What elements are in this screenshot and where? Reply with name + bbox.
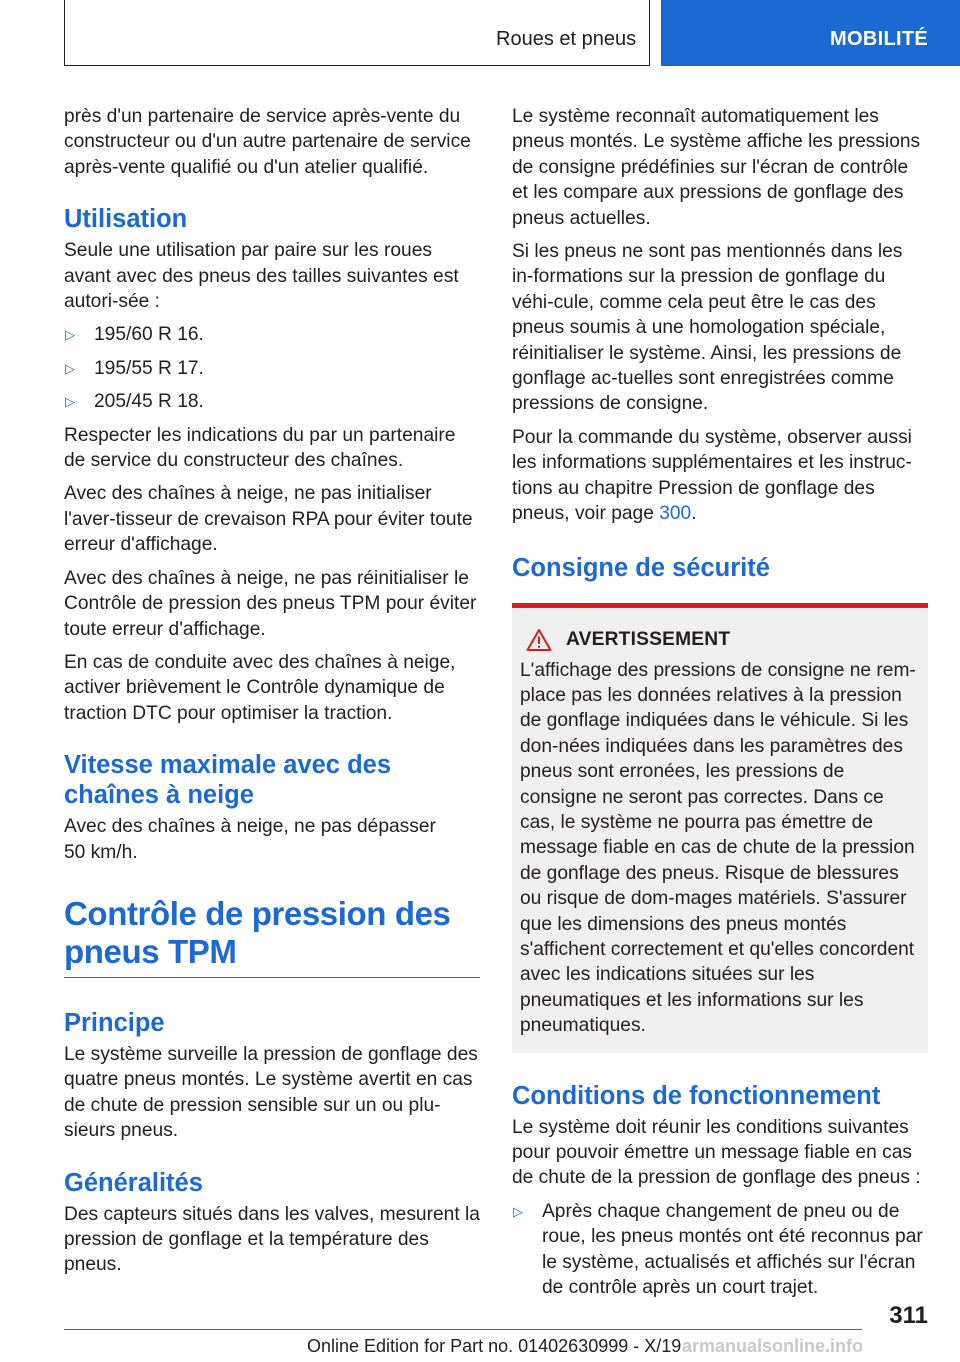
rpa-paragraph: Avec des chaînes à neige, ne pas initialiser l'aver-tisseur de crevaison RPA pour éviter toute erreur d'affichage. bbox=[64, 483, 473, 556]
heading-generalites: Généralités bbox=[64, 1168, 203, 1197]
tpm-paragraph: Avec des chaînes à neige, ne pas réinitialiser le Contrôle de pression des pneus TPM pour éviter toute erreur d'affichage. bbox=[64, 567, 477, 640]
triangle-right-icon: ▷ bbox=[513, 1203, 523, 1219]
vitesse-paragraph: Avec des chaînes à neige, ne pas dépasser 50 km/h. bbox=[64, 816, 436, 863]
dtc-paragraph: En cas de conduite avec des chaînes à neige, activer brièvement le Contrôle dynamique de traction DTC pour optimiser la traction. bbox=[64, 651, 456, 724]
header-chapter-tab bbox=[661, 0, 960, 66]
list-item: ▷ 205/45 R 18. bbox=[64, 389, 480, 414]
respect-paragraph: Respecter les indications du par un partenaire de service du constructeur des chaînes. bbox=[64, 424, 456, 472]
warning-triangle-icon bbox=[526, 628, 552, 652]
section-title-block bbox=[64, 895, 480, 978]
intro-paragraph: près d'un partenaire de service après-vente du constructeur ou d'un autre partenaire de service après-vente qualifié ou d'un atelier qualifié. bbox=[64, 106, 471, 178]
heading-conditions: Conditions de fonctionnement bbox=[512, 1081, 881, 1110]
generalites-paragraph: Des capteurs situés dans les valves, mesurent la pression de gonflage et la température des pneus. bbox=[64, 1203, 480, 1276]
list-item: ▷ 195/55 R 17. bbox=[64, 356, 480, 381]
conditions-list bbox=[512, 1199, 928, 1301]
header-chapter-title: MOBILITÉ bbox=[830, 28, 928, 50]
conditions-paragraph: Le système doit réunir les conditions suivantes pour pouvoir émettre un message fiable en cas de chute de la pression de gonflage des pneus : bbox=[512, 1116, 921, 1189]
list-item: ▷ Après chaque changement de pneu ou de roue, les pneus montés ont été reconnus par le système, actualisés et affichés sur l'écran de contrôle après un court trajet. bbox=[513, 1200, 923, 1299]
warning-title: AVERTISSEMENT bbox=[566, 628, 731, 650]
principe-paragraph: Le système surveille la pression de gonflage des quatre pneus montés. Le système avertit en cas de chute de pression sensible sur un ou plu-sieurs pneus. bbox=[64, 1043, 478, 1142]
right-column bbox=[512, 104, 928, 1308]
footer-rule bbox=[64, 1329, 862, 1330]
heading-utilisation: Utilisation bbox=[64, 205, 188, 234]
recognition-paragraph: Le système reconnaît automatiquement les pneus montés. Le système affiche les pressions de consigne prédéfinies sur l'écran de contrôle et les compare aux pressions de gonflage des pneus actuelles. bbox=[512, 106, 921, 229]
triangle-right-icon: ▷ bbox=[65, 360, 75, 376]
reset-paragraph: Si les pneus ne sont pas mentionnés dans les in-formations sur la pression de gonflage du véhi-cule, comme cela peut être le cas des pneus soumis à une homologation spéciale, réinitialiser le système. Ainsi, les pressions de gonflage ac-tuelles sont enregistrées comme pressions de consigne. bbox=[512, 241, 903, 415]
heading-consigne: Consigne de sécurité bbox=[512, 553, 770, 582]
heading-principe: Principe bbox=[64, 1008, 165, 1037]
triangle-right-icon: ▷ bbox=[65, 327, 75, 343]
triangle-right-icon: ▷ bbox=[65, 394, 75, 410]
footer-watermark: armanualsonline.info bbox=[682, 1336, 864, 1356]
warning-text: L'affichage des pressions de consigne ne rem-place pas les données relatives à la pression de gonflage indiquées dans le véhicule. Si les don-nées indiquées dans les paramètres des pneus sont erronées, les pressions de consigne ne seront pas correctes. Dans ce cas, le système ne pourra pas émettre de message fiable en cas de chute de la pression de gonflage des pneus. Risque de blessures ou risque de dom-mages matériels. S'assurer que les dimensions des pneus montés s'affichent correctement et qu'elles concordent avec les indications situées sur les pneumatiques et les informations sur les pneumatiques. bbox=[520, 659, 916, 1037]
heading-vitesse: Vitesse maximale avec des chaînes à neige bbox=[64, 751, 392, 810]
page-reference-link[interactable]: 300 bbox=[659, 503, 692, 525]
operation-paragraph: Pour la commande du système, observer aussi les informations supplémentaires et les instruc-tions au chapitre Pression de gonflage des pneus, voir page 300. bbox=[512, 426, 912, 525]
left-column bbox=[64, 104, 480, 1286]
warning-header bbox=[526, 628, 920, 652]
header-section-title: Roues et pneus bbox=[496, 28, 637, 50]
heading-tpm: Contrôle de pression des pneus TPM bbox=[64, 894, 451, 970]
warning-box bbox=[512, 603, 928, 1053]
tire-size-list bbox=[64, 322, 480, 414]
footer-edition: Online Edition for Part no. 01402630999 - X/19 bbox=[307, 1336, 682, 1356]
page-number: 311 bbox=[889, 1302, 928, 1329]
utilisation-paragraph: Seule une utilisation par paire sur les roues avant avec des pneus des tailles suivantes est autori-sée : bbox=[64, 240, 459, 313]
list-item: ▷ 195/60 R 16. bbox=[64, 322, 480, 347]
